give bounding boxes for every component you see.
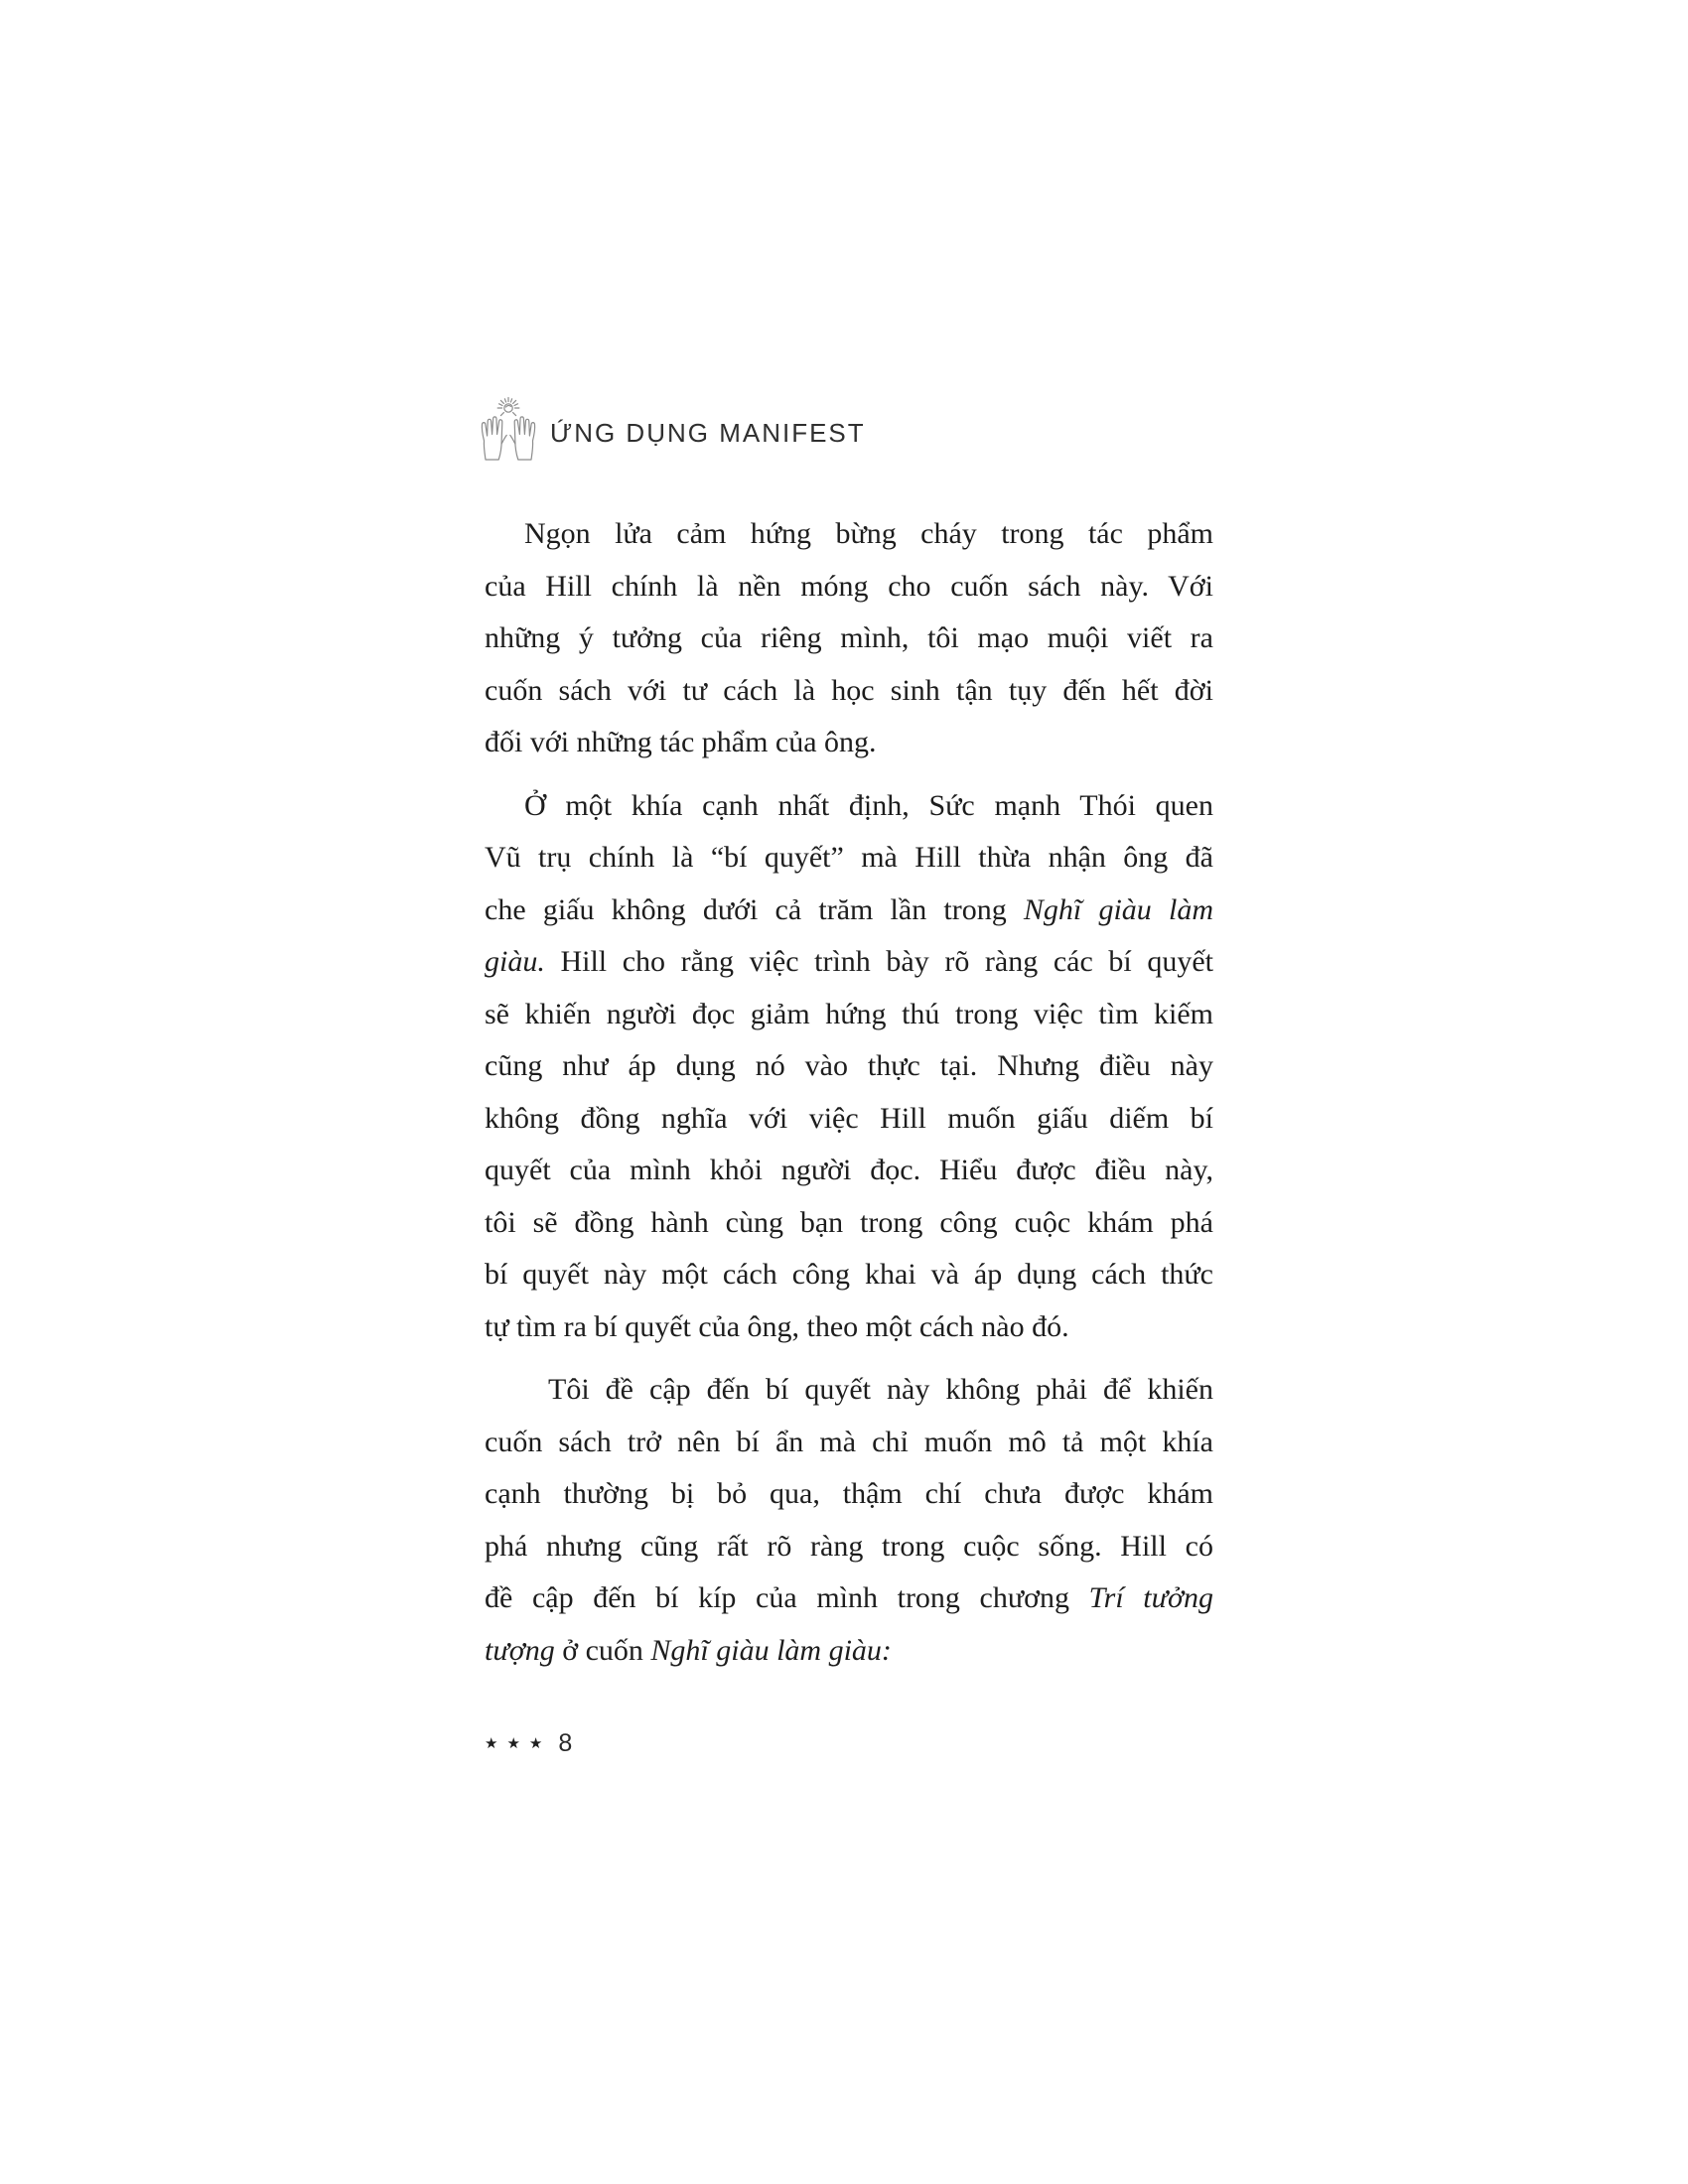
page-footer bbox=[485, 1729, 572, 1757]
paragraph bbox=[485, 508, 1213, 769]
text-line: những ý tưởng của riêng mình, tôi mạo muội viết ra bbox=[485, 621, 1213, 654]
paragraph bbox=[485, 780, 1213, 1354]
text-line: Ngọn lửa cảm hứng bừng cháy trong tác phẩm bbox=[524, 517, 1213, 550]
paragraph bbox=[485, 1364, 1213, 1677]
manifest-hands-icon bbox=[474, 396, 543, 462]
running-header-title: ỨNG DỤNG MANIFEST bbox=[550, 417, 866, 448]
text-line: sẽ khiến người đọc giảm hứng thú trong việc tìm kiếm bbox=[485, 997, 1213, 1030]
star-icon: ★ bbox=[528, 1733, 543, 1752]
text-line: Tôi đề cập đến bí quyết này không phải để khiến bbox=[548, 1373, 1213, 1406]
star-icon: ★ bbox=[506, 1733, 520, 1752]
text-line: Vũ trụ chính là “bí quyết” mà Hill thừa nhận ông đã bbox=[485, 841, 1213, 874]
text-line: giàu. Hill cho rằng việc trình bày rõ ràng các bí quyết bbox=[485, 945, 1213, 978]
page-number: 8 bbox=[558, 1728, 573, 1757]
text-line: tượng ở cuốn Nghĩ giàu làm giàu: bbox=[485, 1633, 892, 1667]
text-line: tự tìm ra bí quyết của ông, theo một cách nào đó. bbox=[485, 1309, 1069, 1343]
text-line: che giấu không dưới cả trăm lần trong Nghĩ giàu làm bbox=[485, 892, 1213, 926]
running-header bbox=[474, 396, 866, 462]
text-line: bí quyết này một cách công khai và áp dụng cách thức bbox=[485, 1258, 1213, 1291]
text-line: tôi sẽ đồng hành cùng bạn trong công cuộc khám phá bbox=[485, 1205, 1213, 1239]
text-line: cuốn sách với tư cách là học sinh tận tụy đến hết đời bbox=[485, 673, 1213, 707]
star-icon: ★ bbox=[485, 1733, 498, 1752]
text-line: Ở một khía cạnh nhất định, Sức mạnh Thói quen bbox=[524, 788, 1213, 822]
text-line: cuốn sách trở nên bí ẩn mà chỉ muốn mô tả một khía bbox=[485, 1425, 1213, 1458]
body-text bbox=[485, 508, 1213, 1688]
text-line: cũng như áp dụng nó vào thực tại. Nhưng điều này bbox=[485, 1049, 1213, 1082]
text-line: phá nhưng cũng rất rõ ràng trong cuộc sống. Hill có bbox=[485, 1529, 1213, 1563]
text-line: cạnh thường bị bỏ qua, thậm chí chưa được khám bbox=[485, 1477, 1213, 1510]
text-line: không đồng nghĩa với việc Hill muốn giấu diếm bí bbox=[485, 1101, 1213, 1135]
text-line: đối với những tác phẩm của ông. bbox=[485, 726, 877, 758]
text-line: quyết của mình khỏi người đọc. Hiểu được điều này, bbox=[485, 1154, 1213, 1186]
text-line: của Hill chính là nền móng cho cuốn sách này. Với bbox=[485, 569, 1213, 603]
text-line: đề cập đến bí kíp của mình trong chương Trí tưởng bbox=[485, 1581, 1213, 1614]
